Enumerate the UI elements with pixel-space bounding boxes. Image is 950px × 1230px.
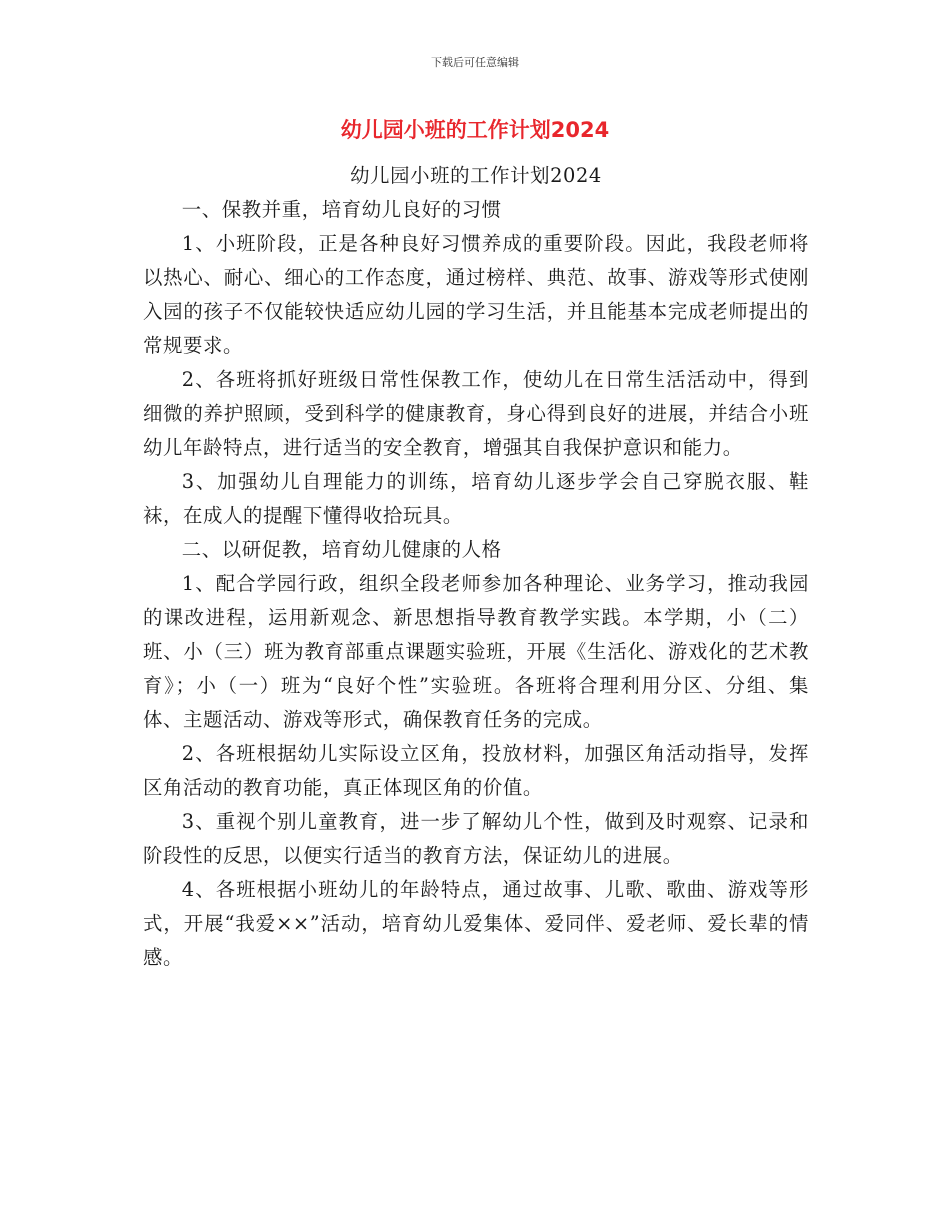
paragraph: 2、各班将抓好班级日常性保教工作，使幼儿在日常生活活动中，得到细微的养护照顾，受到科学的健康教育，身心得到良好的进展，并结合小班幼儿年龄特点，进行适当的安全教育，增强其自我保护意识和能力。 [143,368,809,459]
paragraph: 4、各班根据小班幼儿的年龄特点，通过故事、儿歌、歌曲、游戏等形式，开展“我爱××”活动，培育幼儿爱集体、爱同伴、爱老师、爱长辈的情感。 [143,878,809,969]
paragraph: 3、加强幼儿自理能力的训练，培育幼儿逐步学会自己穿脱衣服、鞋袜，在成人的提醒下懂得收拾玩具。 [143,470,809,527]
paragraph: 2、各班根据幼儿实际设立区角，投放材料，加强区角活动指导，发挥区角活动的教育功能，真正体现区角的价值。 [143,742,809,799]
section-heading-2: 二、以研促教，培育幼儿健康的人格 [181,538,502,561]
paragraph: 1、配合学园行政，组织全段老师参加各种理论、业务学习，推动我园的课改进程，运用新观念、新思想指导教育教学实践。本学期，小（二）班、小（三）班为教育部重点课题实验班，开展《生活化、游戏化的艺术教育》；小（一）班为“良好个性”实验班。各班将合理利用分区、分组、集体、主题活动、游戏等形式，确保教育任务的完成。 [143,572,809,731]
section-heading-1: 一、保教并重，培育幼儿良好的习惯 [181,198,502,221]
document-body [143,159,809,975]
paragraph: 1、小班阶段，正是各种良好习惯养成的重要阶段。因此，我段老师将以热心、耐心、细心的工作态度，通过榜样、典范、故事、游戏等形式使刚入园的孩子不仅能较快适应幼儿园的学习生活，并且能基本完成老师提出的常规要求。 [143,232,809,357]
document-subtitle: 幼儿园小班的工作计划2024 [350,164,602,187]
header-note: 下载后可任意编辑 [431,56,519,69]
paragraph: 3、重视个别儿童教育，进一步了解幼儿个性，做到及时观察、记录和阶段性的反思，以便实行适当的教育方法，保证幼儿的进展。 [143,810,809,867]
document-title: 幼儿园小班的工作计划2024 [340,118,610,142]
